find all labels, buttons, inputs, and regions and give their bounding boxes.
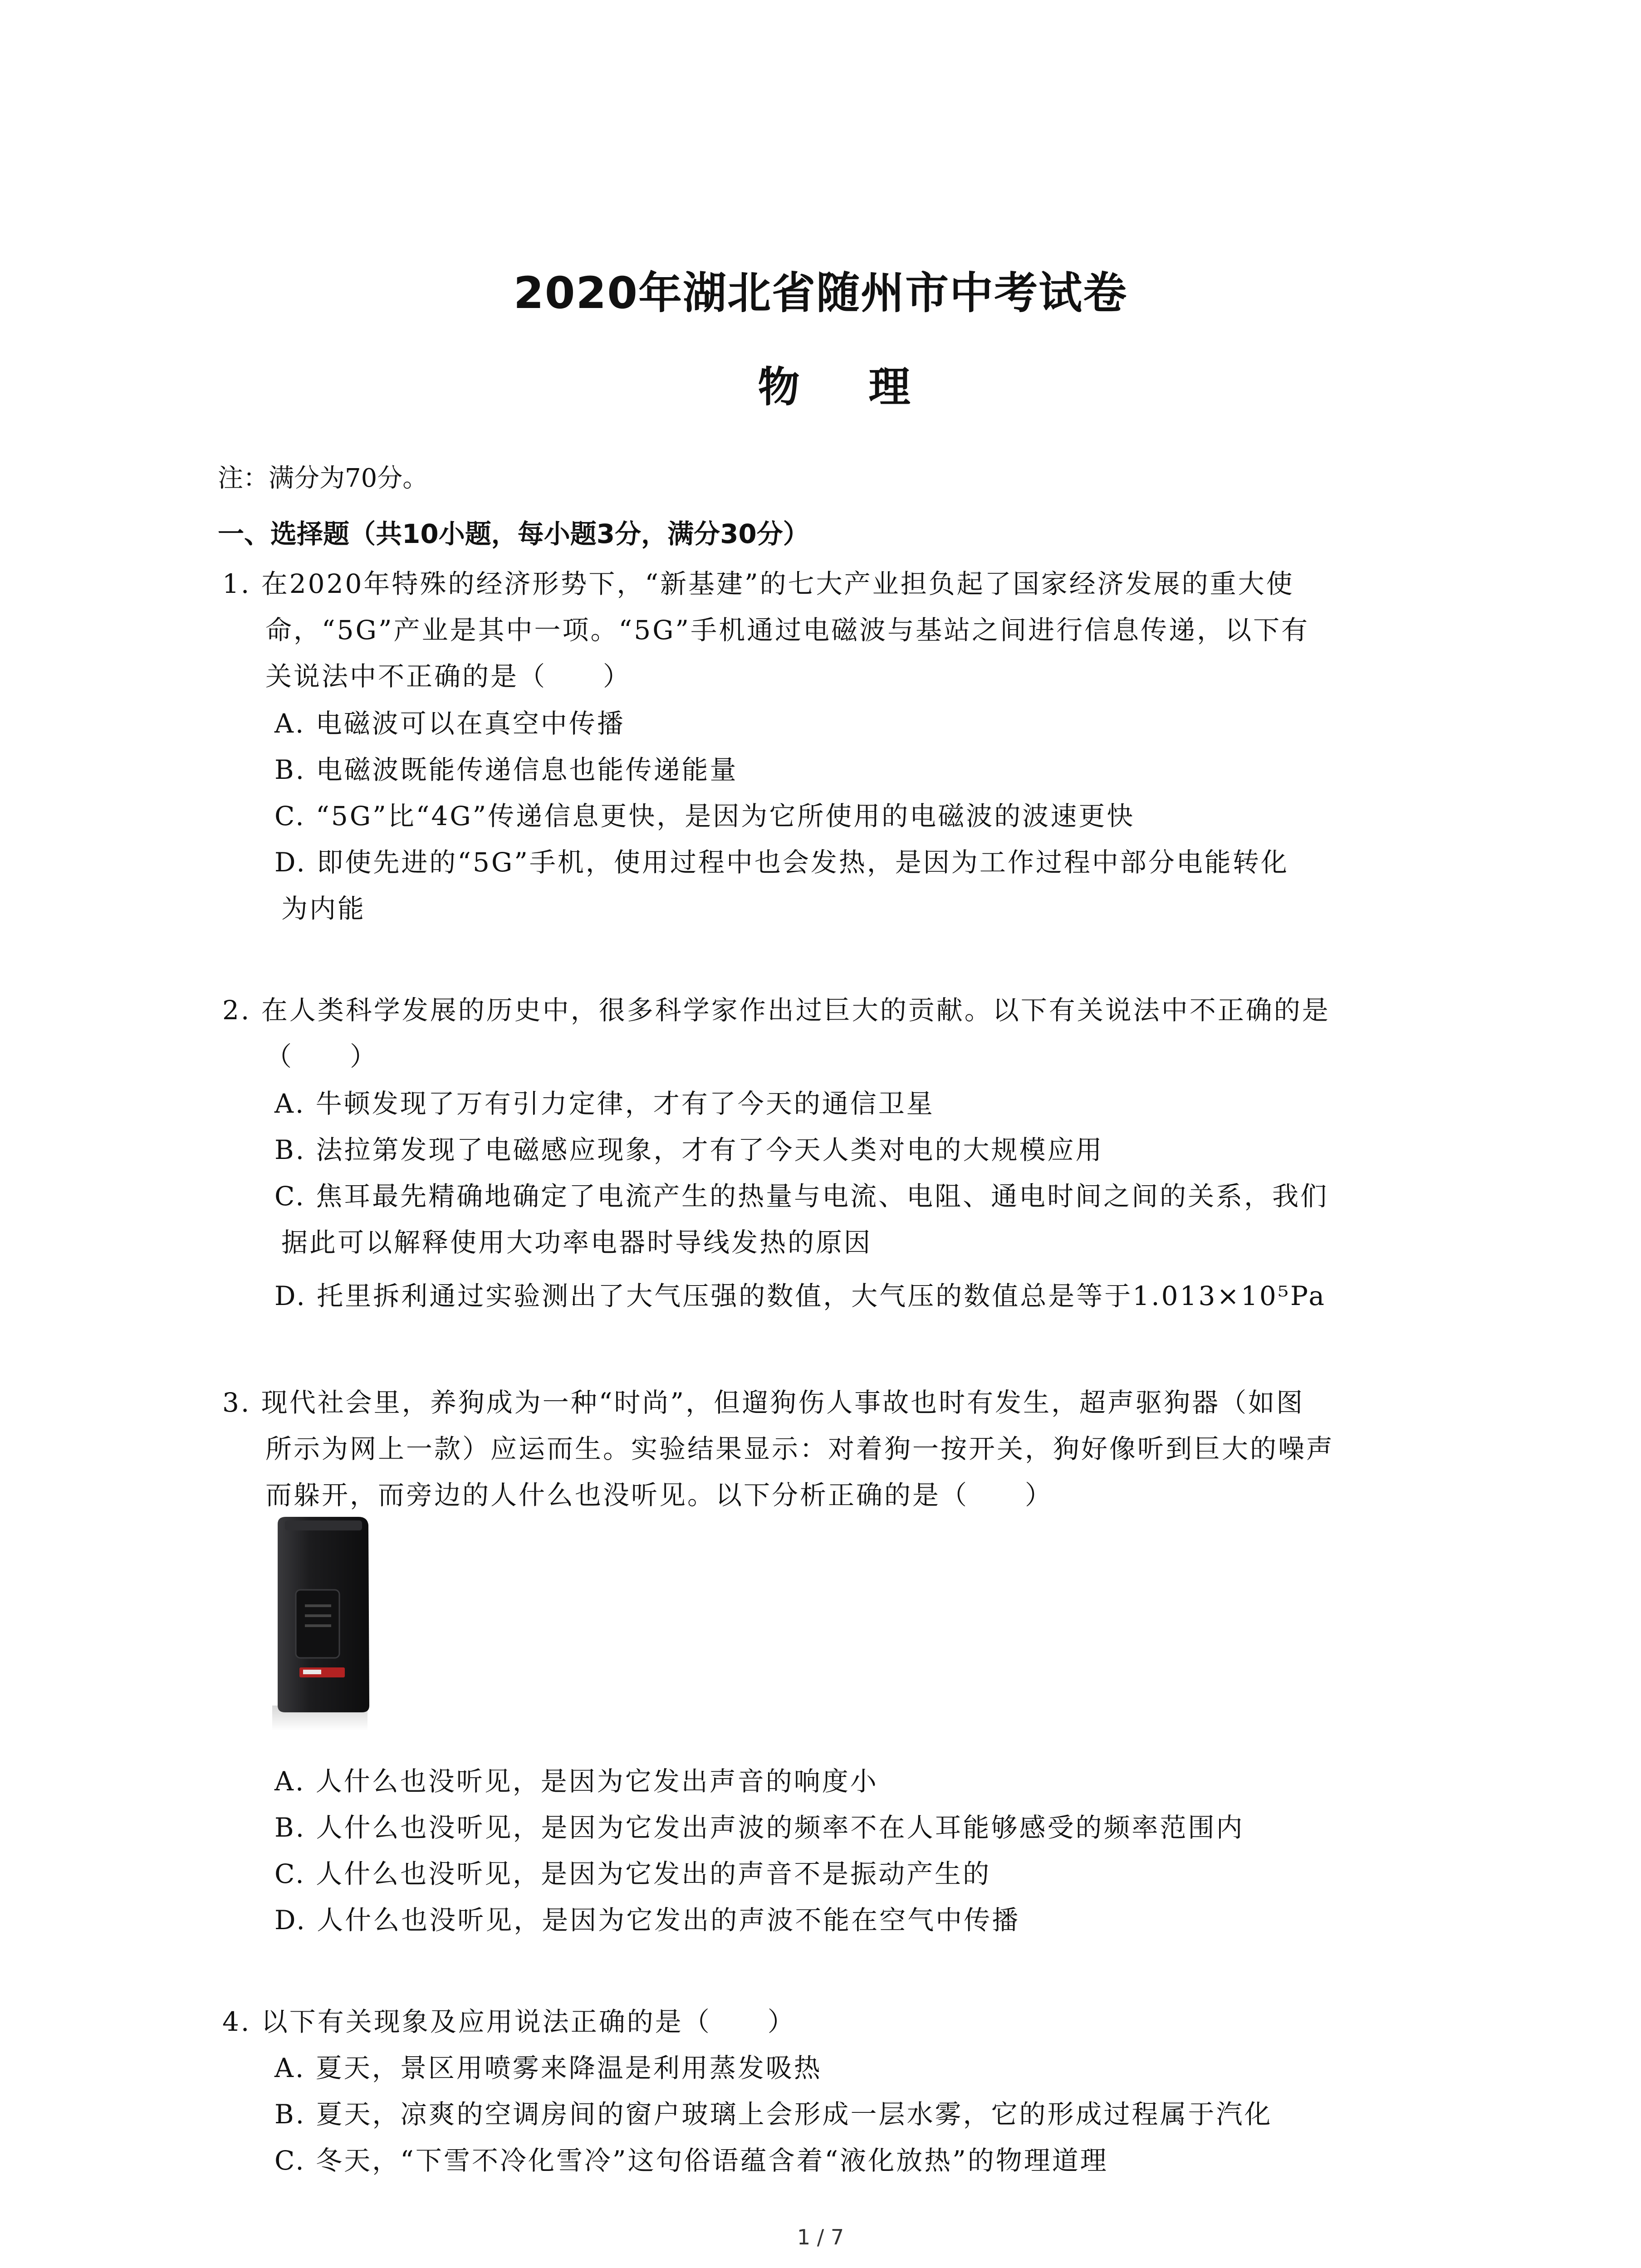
question-1-option-d: D. 即使先进的“5G”手机，使用过程中也会发热，是因为工作过程中部分电能转化 [274, 847, 1289, 878]
question-4-option-a: A. 夏天，景区用喷雾来降温是利用蒸发吸热 [274, 2053, 822, 2083]
question-4-option-c: C. 冬天，“下雪不冷化雪冷”这句俗语蕴含着“液化放热”的物理道理 [274, 2145, 1108, 2176]
question-4-line-1: 4. 以下有关现象及应用说法正确的是（ ） [222, 2006, 796, 2037]
question-2-line-2: （ ） [265, 1041, 378, 1072]
question-2-line-1: 2. 在人类科学发展的历史中，很多科学家作出过巨大的贡献。以下有关说法中不正确的是 [222, 995, 1330, 1026]
dog-repeller-illustration [268, 1515, 386, 1733]
score-note: 注：满分为70分。 [218, 464, 428, 493]
question-1-line-2: 命，“5G”产业是其中一项。“5G”手机通过电磁波与基站之间进行信息传递，以下有 [265, 615, 1310, 645]
question-3-option-b: B. 人什么也没听见，是因为它发出声波的频率不在人耳能够感受的频率范围内 [274, 1812, 1244, 1843]
question-1-option-a: A. 电磁波可以在真空中传播 [274, 708, 625, 739]
question-1-line-1: 1. 在2020年特殊的经济形势下，“新基建”的七大产业担负起了国家经济发展的重大使 [222, 568, 1294, 599]
section-title: 一、选择题（共10小题，每小题3分，满分30分） [218, 518, 809, 549]
question-1-option-b: B. 电磁波既能传递信息也能传递能量 [274, 754, 738, 785]
question-2-option-b: B. 法拉第发现了电磁感应现象，才有了今天人类对电的大规模应用 [274, 1134, 1104, 1165]
ultrasonic-dog-repeller-image [268, 1515, 386, 1733]
page-title: 2020年湖北省随州市中考试卷 [513, 268, 1128, 318]
question-2-option-a: A. 牛顿发现了万有引力定律，才有了今天的通信卫星 [274, 1088, 935, 1119]
question-1-option-c: C. “5G”比“4G”传递信息更快，是因为它所使用的电磁波的波速更快 [274, 801, 1135, 831]
page-subtitle: 物 理 [758, 363, 938, 411]
question-2-option-c: C. 焦耳最先精确地确定了电流产生的热量与电流、电阻、通电时间之间的关系，我们 [274, 1181, 1329, 1212]
question-1-option-d-cont: 为内能 [281, 893, 366, 924]
question-2-option-c-cont: 据此可以解释使用大功率电器时导线发热的原因 [281, 1227, 872, 1258]
question-3-line-3: 而躲开，而旁边的人什么也没听见。以下分析正确的是（ ） [265, 1480, 1053, 1510]
question-4-option-b: B. 夏天，凉爽的空调房间的窗户玻璃上会形成一层水雾，它的形成过程属于汽化 [274, 2099, 1273, 2130]
question-3-option-c: C. 人什么也没听见，是因为它发出的声音不是振动产生的 [274, 1858, 991, 1889]
question-2-option-d: D. 托里拆利通过实验测出了大气压强的数值，大气压的数值总是等于1.013×10⁵Pa [274, 1281, 1327, 1311]
page-number: 1 / 7 [797, 2225, 844, 2249]
question-1-line-3: 关说法中不正确的是（ ） [265, 661, 632, 692]
question-3-line-1: 3. 现代社会里，养狗成为一种“时尚”，但遛狗伤人事故也时有发生，超声驱狗器（如图 [222, 1387, 1305, 1418]
question-3-option-d: D. 人什么也没听见，是因为它发出的声波不能在空气中传播 [274, 1905, 1020, 1936]
question-3-line-2: 所示为网上一款）应运而生。实验结果显示：对着狗一按开关，狗好像听到巨大的噪声 [265, 1433, 1335, 1464]
question-3-option-a: A. 人什么也没听见，是因为它发出声音的响度小 [274, 1766, 878, 1797]
